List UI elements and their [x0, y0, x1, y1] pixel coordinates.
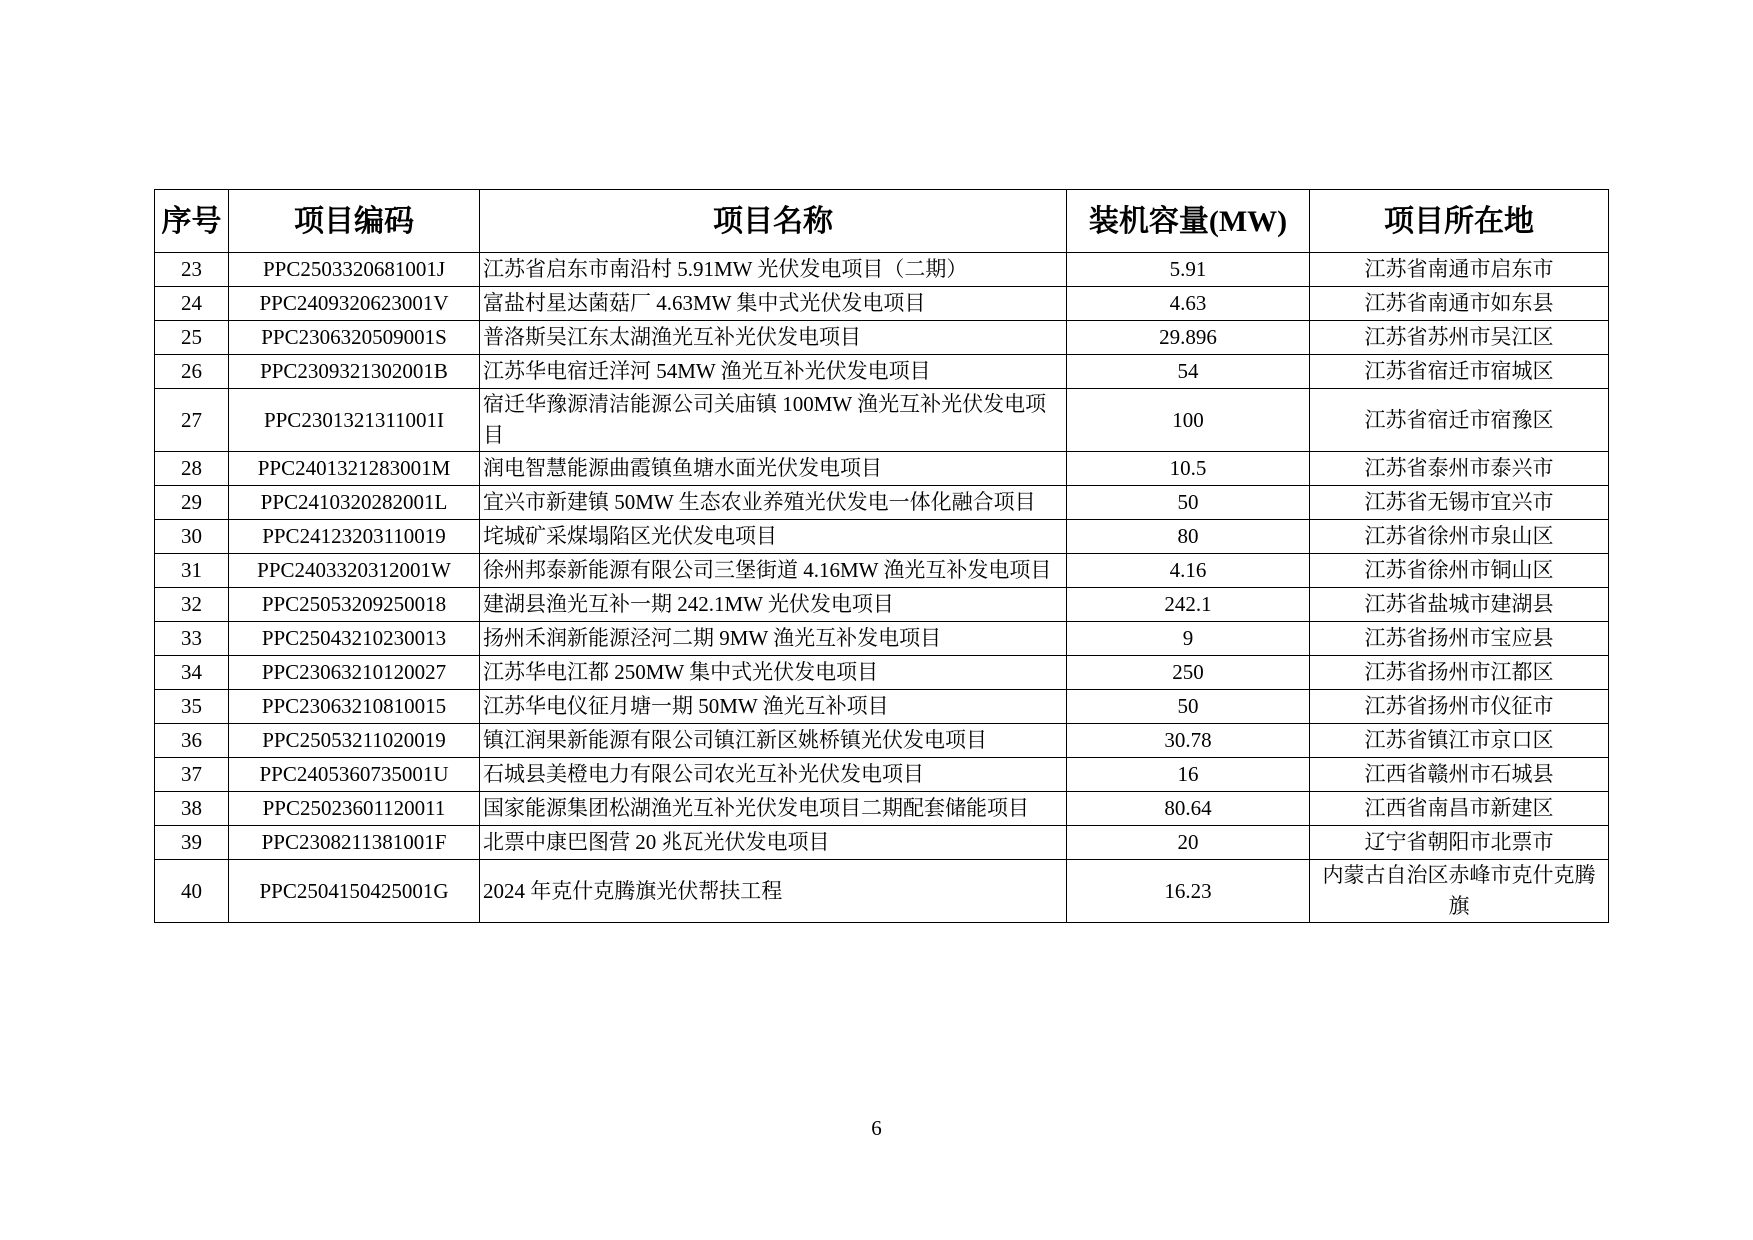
cell-name: 北票中康巴图营 20 兆瓦光伏发电项目	[480, 826, 1067, 860]
table-row	[155, 690, 1609, 724]
cell-location: 江苏省苏州市吴江区	[1310, 321, 1609, 355]
cell-index: 35	[155, 690, 229, 724]
cell-index: 26	[155, 355, 229, 389]
table-row	[155, 758, 1609, 792]
header-code: 项目编码	[229, 190, 480, 253]
table-row	[155, 656, 1609, 690]
cell-index: 24	[155, 287, 229, 321]
cell-location: 江苏省南通市如东县	[1310, 287, 1609, 321]
cell-name: 徐州邦泰新能源有限公司三堡街道 4.16MW 渔光互补发电项目	[480, 554, 1067, 588]
cell-index: 23	[155, 253, 229, 287]
table-row	[155, 287, 1609, 321]
project-table	[154, 189, 1609, 923]
header-name: 项目名称	[480, 190, 1067, 253]
cell-index: 37	[155, 758, 229, 792]
cell-name: 宜兴市新建镇 50MW 生态农业养殖光伏发电一体化融合项目	[480, 486, 1067, 520]
cell-code: PPC2503320681001J	[229, 253, 480, 287]
table-row	[155, 588, 1609, 622]
cell-location: 辽宁省朝阳市北票市	[1310, 826, 1609, 860]
cell-capacity: 50	[1067, 690, 1310, 724]
page-number: 6	[871, 1116, 882, 1140]
cell-location: 江苏省扬州市仪征市	[1310, 690, 1609, 724]
cell-capacity: 242.1	[1067, 588, 1310, 622]
table-row	[155, 321, 1609, 355]
cell-index: 38	[155, 792, 229, 826]
cell-capacity: 4.63	[1067, 287, 1310, 321]
table-row	[155, 253, 1609, 287]
cell-code: PPC2405360735001U	[229, 758, 480, 792]
cell-name: 江苏华电江都 250MW 集中式光伏发电项目	[480, 656, 1067, 690]
cell-code: PPC25053209250018	[229, 588, 480, 622]
cell-capacity: 100	[1067, 389, 1310, 452]
cell-code: PPC2409320623001V	[229, 287, 480, 321]
cell-capacity: 50	[1067, 486, 1310, 520]
cell-capacity: 4.16	[1067, 554, 1310, 588]
table-row	[155, 486, 1609, 520]
table-row	[155, 452, 1609, 486]
cell-name: 普洛斯吴江东太湖渔光互补光伏发电项目	[480, 321, 1067, 355]
cell-location: 江苏省无锡市宜兴市	[1310, 486, 1609, 520]
cell-capacity: 30.78	[1067, 724, 1310, 758]
cell-code: PPC2308211381001F	[229, 826, 480, 860]
cell-capacity: 80.64	[1067, 792, 1310, 826]
cell-location: 江西省南昌市新建区	[1310, 792, 1609, 826]
header-capacity: 装机容量(MW)	[1067, 190, 1310, 253]
cell-index: 27	[155, 389, 229, 452]
cell-code: PPC2410320282001L	[229, 486, 480, 520]
cell-name: 石城县美橙电力有限公司农光互补光伏发电项目	[480, 758, 1067, 792]
cell-name: 富盐村星达菌菇厂 4.63MW 集中式光伏发电项目	[480, 287, 1067, 321]
cell-capacity: 16	[1067, 758, 1310, 792]
cell-location: 江苏省徐州市泉山区	[1310, 520, 1609, 554]
cell-name: 国家能源集团松湖渔光互补光伏发电项目二期配套储能项目	[480, 792, 1067, 826]
cell-code: PPC23063210810015	[229, 690, 480, 724]
cell-location: 江苏省镇江市京口区	[1310, 724, 1609, 758]
table-body	[155, 253, 1609, 923]
cell-location: 江苏省盐城市建湖县	[1310, 588, 1609, 622]
cell-code: PPC2401321283001M	[229, 452, 480, 486]
cell-code: PPC24123203110019	[229, 520, 480, 554]
cell-name: 江苏华电宿迁洋河 54MW 渔光互补光伏发电项目	[480, 355, 1067, 389]
cell-capacity: 250	[1067, 656, 1310, 690]
cell-location: 江苏省扬州市江都区	[1310, 656, 1609, 690]
cell-capacity: 54	[1067, 355, 1310, 389]
table-row	[155, 860, 1609, 923]
table-row	[155, 520, 1609, 554]
cell-name: 江苏省启东市南沿村 5.91MW 光伏发电项目（二期）	[480, 253, 1067, 287]
cell-name: 2024 年克什克腾旗光伏帮扶工程	[480, 860, 1067, 923]
cell-location: 江苏省泰州市泰兴市	[1310, 452, 1609, 486]
cell-name: 镇江润果新能源有限公司镇江新区姚桥镇光伏发电项目	[480, 724, 1067, 758]
cell-code: PPC25043210230013	[229, 622, 480, 656]
cell-location: 江苏省宿迁市宿豫区	[1310, 389, 1609, 452]
cell-capacity: 20	[1067, 826, 1310, 860]
cell-code: PPC25053211020019	[229, 724, 480, 758]
cell-code: PPC2309321302001B	[229, 355, 480, 389]
cell-name: 润电智慧能源曲霞镇鱼塘水面光伏发电项目	[480, 452, 1067, 486]
cell-code: PPC2403320312001W	[229, 554, 480, 588]
cell-index: 33	[155, 622, 229, 656]
cell-index: 25	[155, 321, 229, 355]
cell-index: 30	[155, 520, 229, 554]
cell-name: 宿迁华豫源清洁能源公司关庙镇 100MW 渔光互补光伏发电项目	[480, 389, 1067, 452]
cell-capacity: 5.91	[1067, 253, 1310, 287]
table-row	[155, 826, 1609, 860]
cell-capacity: 80	[1067, 520, 1310, 554]
cell-name: 江苏华电仪征月塘一期 50MW 渔光互补项目	[480, 690, 1067, 724]
cell-index: 36	[155, 724, 229, 758]
table-row	[155, 622, 1609, 656]
table-row	[155, 355, 1609, 389]
cell-name: 扬州禾润新能源泾河二期 9MW 渔光互补发电项目	[480, 622, 1067, 656]
cell-name: 垞城矿采煤塌陷区光伏发电项目	[480, 520, 1067, 554]
cell-name: 建湖县渔光互补一期 242.1MW 光伏发电项目	[480, 588, 1067, 622]
cell-index: 40	[155, 860, 229, 923]
cell-index: 32	[155, 588, 229, 622]
header-index: 序号	[155, 190, 229, 253]
cell-index: 34	[155, 656, 229, 690]
table-row	[155, 389, 1609, 452]
table-row	[155, 554, 1609, 588]
cell-code: PPC23063210120027	[229, 656, 480, 690]
cell-capacity: 29.896	[1067, 321, 1310, 355]
cell-capacity: 10.5	[1067, 452, 1310, 486]
table-header-row	[155, 190, 1609, 253]
cell-index: 39	[155, 826, 229, 860]
cell-index: 28	[155, 452, 229, 486]
table-row	[155, 724, 1609, 758]
header-location: 项目所在地	[1310, 190, 1609, 253]
cell-location: 江苏省扬州市宝应县	[1310, 622, 1609, 656]
cell-location: 江苏省徐州市铜山区	[1310, 554, 1609, 588]
cell-location: 江苏省南通市启东市	[1310, 253, 1609, 287]
cell-location: 内蒙古自治区赤峰市克什克腾旗	[1310, 860, 1609, 923]
cell-code: PPC2301321311001I	[229, 389, 480, 452]
cell-location: 江苏省宿迁市宿城区	[1310, 355, 1609, 389]
cell-code: PPC2504150425001G	[229, 860, 480, 923]
cell-index: 29	[155, 486, 229, 520]
cell-location: 江西省赣州市石城县	[1310, 758, 1609, 792]
cell-capacity: 16.23	[1067, 860, 1310, 923]
cell-code: PPC25023601120011	[229, 792, 480, 826]
cell-index: 31	[155, 554, 229, 588]
cell-capacity: 9	[1067, 622, 1310, 656]
table-row	[155, 792, 1609, 826]
cell-code: PPC2306320509001S	[229, 321, 480, 355]
